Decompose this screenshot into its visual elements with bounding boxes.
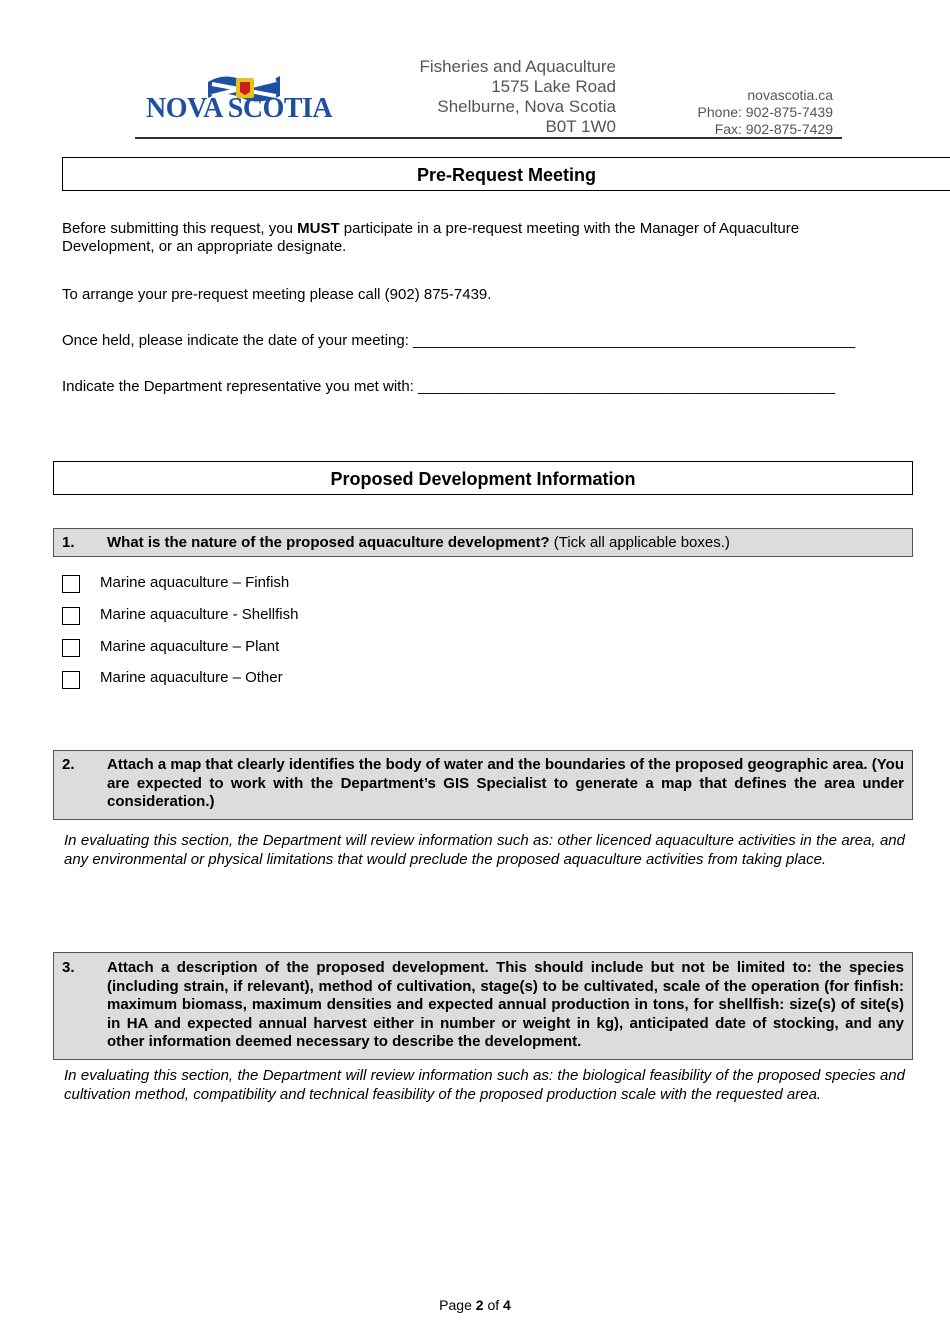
checkbox[interactable] [62, 607, 80, 625]
phone: Phone: 902-875-7439 [697, 104, 833, 120]
question-text: Attach a description of the proposed development. This should include but not be limited to: the species (including strain, if relevant), method of cultivation, stage(s) to be cultivated, scale of the operation (for finfish: maximum biomass, maximum densities and expected annual production in tons, for shellfish: size(s) of site(s) in HA and expected annual harvest either in number or weight in kg), anticipated date of stocking, and any other information deemed necessary to describe the development. [107, 959, 904, 1050]
representative-blank[interactable]: __________________________________________________ [418, 378, 836, 395]
question-number: 1. [62, 534, 75, 551]
representative-field[interactable] [62, 378, 912, 396]
question-1-box [53, 528, 913, 557]
page-number: Page 2 of 4 [439, 1297, 511, 1313]
pre-request-title-box [62, 157, 950, 191]
address-line: Fisheries and Aquaculture [419, 57, 616, 76]
question-text: Attach a map that clearly identifies the body of water and the boundaries of the proposed geographic area. (You are expected to work with the Department’s GIS Specialist to generate a map that defines the area under consideration.) [107, 756, 904, 810]
arrange-text: To arrange your pre-request meeting please call (902) 875-7439. [62, 286, 492, 303]
pre-request-intro: Before submitting this request, you MUST participate in a pre-request meeting with the Manager of Aquaculture Development, or an appropriate designate. [62, 220, 800, 255]
section-title: Pre-Request Meeting [416, 165, 597, 185]
question-2-box [53, 750, 913, 820]
evaluation-note: In evaluating this section, the Department will review information such as: other licenced aquaculture activities in the area, and any environmental or physical limitations that would preclude the proposed aquaculture activities from taking place. [64, 832, 905, 868]
option-label: Marine aquaculture – Finfish [100, 574, 290, 591]
website: novascotia.ca [747, 87, 833, 103]
development-title-box [53, 461, 913, 495]
contact-block [698, 87, 833, 138]
question-3-box [53, 952, 913, 1060]
option-label: Marine aquaculture – Plant [100, 638, 280, 655]
header-divider [135, 137, 842, 139]
section-title: Proposed Development Information [330, 469, 636, 489]
address-line: Shelburne, Nova Scotia [437, 97, 616, 116]
nova-scotia-logo [146, 66, 346, 126]
checkbox[interactable] [62, 639, 80, 657]
representative-label: Indicate the Department representative you met with: [62, 378, 419, 395]
option-label: Marine aquaculture - Shellfish [100, 606, 299, 623]
checkbox[interactable] [62, 671, 80, 689]
checkbox[interactable] [62, 575, 80, 593]
meeting-date-blank[interactable]: _____________________________________________________ [413, 332, 856, 349]
meeting-date-field[interactable] [62, 332, 912, 350]
must-emphasis: MUST [297, 220, 340, 237]
evaluation-note: In evaluating this section, the Department will review information such as: the biological feasibility of the proposed species and cultivation method, compatibility and technical feasibility of the proposed production scale with the requested area. [64, 1067, 905, 1103]
meeting-date-label: Once held, please indicate the date of your meeting: [62, 332, 414, 349]
question-number: 3. [62, 959, 75, 976]
address-line: 1575 Lake Road [491, 77, 616, 96]
question-number: 2. [62, 756, 75, 773]
question-hint: (Tick all applicable boxes.) [549, 534, 730, 551]
address-line: B0T 1W0 [545, 117, 616, 136]
address-block [419, 57, 616, 137]
fax: Fax: 902-875-7429 [714, 121, 833, 137]
logo-wordmark: NOVA SCOTIA [146, 93, 333, 124]
question-text: What is the nature of the proposed aquaculture development? (Tick all applicable boxes.) [107, 534, 730, 551]
option-label: Marine aquaculture – Other [100, 669, 283, 686]
